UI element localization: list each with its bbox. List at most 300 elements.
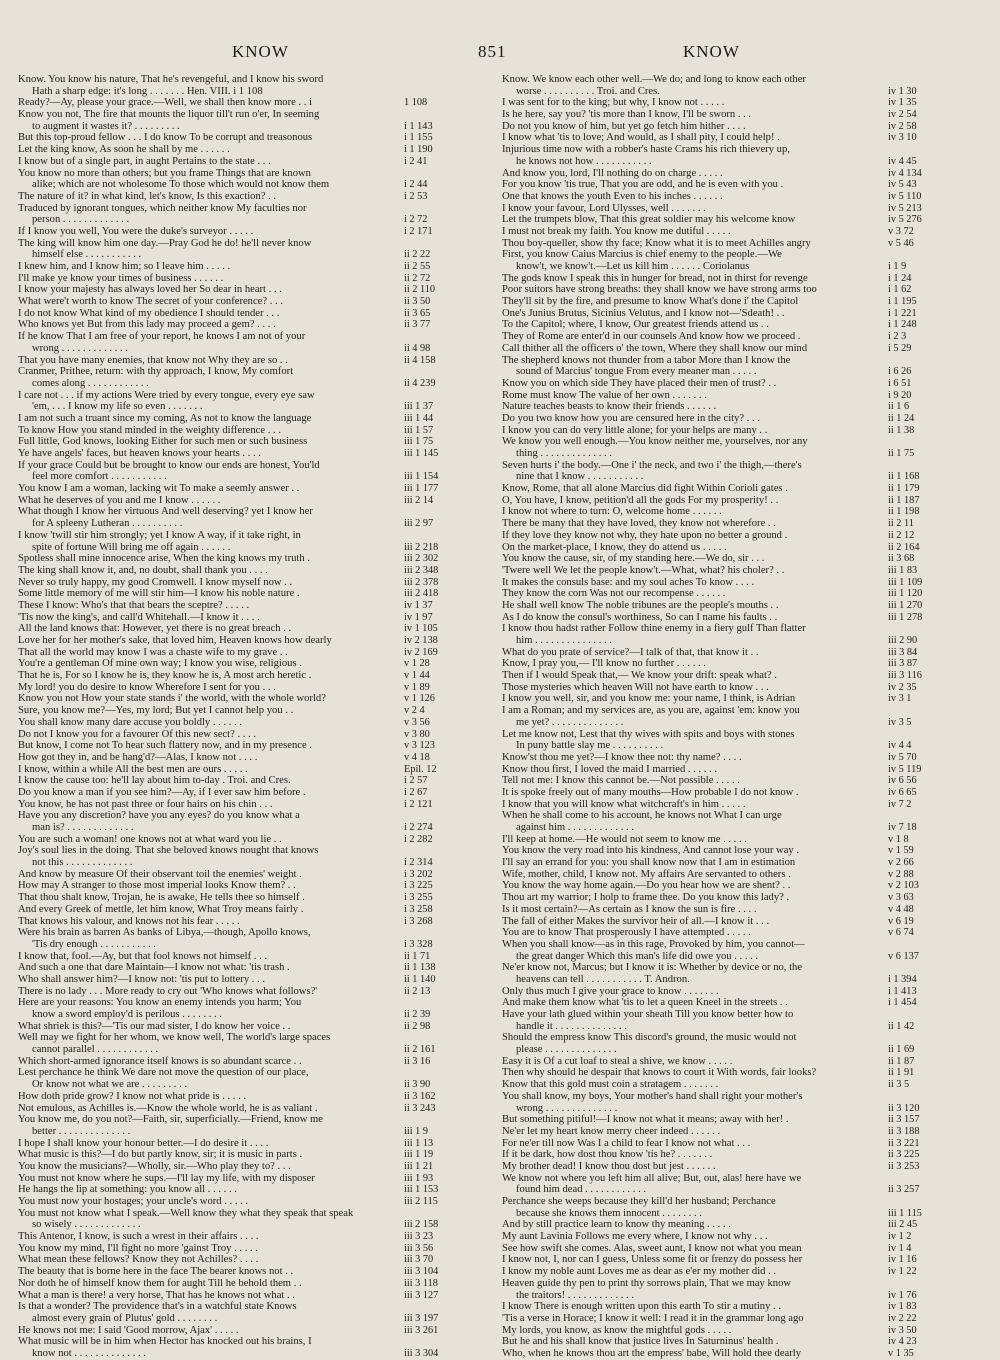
quotation-text: And know by measure Of their observant toil the enemies' weight . (18, 868, 302, 880)
citation-reference: ii 3 50 (404, 296, 480, 308)
concordance-line (18, 1149, 480, 1161)
quotation-text: sound of Marcius' tongue From every meaner man . . . . . (516, 366, 757, 378)
quotation-text: What he deserves of you and me I know . . . . . . (18, 494, 221, 506)
concordance-line (502, 974, 964, 986)
citation-reference: ii 2 22 (404, 249, 480, 261)
quotation-text: The gods know I speak this in hunger for bread, not in thirst for revenge (502, 272, 808, 284)
quotation-text: Easy it is Of a cut loaf to steal a shive, we know . . . . . (502, 1055, 733, 1067)
citation-reference: i 2 3 (888, 331, 964, 343)
quotation-text: handle it . . . . . . . . . . . . . . (516, 1020, 627, 1032)
concordance-line (18, 822, 480, 834)
concordance-line (18, 331, 480, 343)
quotation-text: man is? . . . . . . . . . . . . . (32, 822, 134, 833)
citation-reference: ii 3 243 (404, 1103, 480, 1115)
concordance-line (18, 1056, 480, 1068)
quotation-text: There be many that they have loved, they know not wherefore . . (502, 518, 776, 530)
quotation-text: But this top-proud fellow . . . I do know To be corrupt and treasonous (18, 132, 313, 144)
concordance-line (18, 1290, 480, 1302)
concordance-line (502, 366, 964, 378)
quotation-text: The nature of it? in what kind, let's know, Is this exaction? . . (18, 190, 277, 202)
quotation-text: almost every grain of Plutus' gold . . . . . . . . (32, 1312, 218, 1324)
quotation-text: If they love they know not why, they hate upon no better a ground . (502, 529, 788, 541)
citation-reference: iv 1 76 (888, 1290, 964, 1302)
concordance-line (502, 1173, 964, 1185)
quotation-text: When he shall come to his account, he knows not What I can urge (502, 810, 782, 822)
quotation-text: On the market-place, I know, they do attend us . . . . . (502, 541, 727, 553)
quotation-text: How doth pride grow? I know not what pride is . . . . . (18, 1090, 247, 1102)
concordance-line (18, 553, 480, 565)
concordance-line (18, 1032, 480, 1044)
concordance-line (18, 109, 480, 121)
concordance-line (18, 1138, 480, 1150)
citation-reference: i 2 274 (404, 822, 480, 834)
quotation-text: For ne'er till now Was I a child to fear I know not what . . . (502, 1137, 751, 1149)
concordance-line (18, 588, 480, 600)
concordance-line (18, 974, 480, 986)
concordance-line (502, 214, 964, 226)
citation-reference: iii 1 270 (888, 600, 964, 612)
quotation-text: Know you on which side They have placed their men of trust? . . (502, 377, 777, 389)
quotation-text: That he is, For so I know he is, they know he is, A most arch heretic . (18, 670, 312, 682)
citation-reference: iv 3 5 (888, 717, 964, 729)
quotation-text: I know that you will know what witchcraft's in him . . . . . (502, 798, 746, 810)
concordance-line (502, 799, 964, 811)
citation-reference: 1 108 (404, 97, 480, 109)
concordance-line (502, 471, 964, 483)
concordance-line (18, 179, 480, 191)
concordance-line (18, 623, 480, 635)
concordance-line (18, 1103, 480, 1115)
citation-reference: i 1 394 (888, 974, 964, 986)
concordance-line (502, 1301, 964, 1313)
concordance-line (18, 436, 480, 448)
concordance-line (502, 588, 964, 600)
concordance-line (18, 1336, 480, 1348)
citation-reference: iii 1 115 (888, 1208, 964, 1220)
quotation-text: One that knows the youth Even to his inches . . . . . . (502, 190, 723, 202)
quotation-text: The fall of either Makes the survivor heir of all.—I know it . . . (502, 915, 770, 927)
citation-reference: iii 1 37 (404, 401, 480, 413)
citation-reference: ii 1 187 (888, 495, 964, 507)
concordance-line (18, 986, 480, 998)
quotation-text: know't, we know't.—Let us kill him . . . . . . Coriolanus (516, 261, 750, 272)
quotation-text: Should the empress know This discord's ground, the music would not (502, 1032, 797, 1044)
concordance-line (502, 401, 964, 413)
citation-reference: i 1 248 (888, 319, 964, 331)
citation-reference: iv 5 43 (888, 179, 964, 191)
concordance-line (502, 1266, 964, 1278)
concordance-line (18, 97, 480, 109)
quotation-text: Do you two know how you are censured here in the city? . . . (502, 412, 761, 424)
citation-reference: iv 5 276 (888, 214, 964, 226)
citation-reference: ii 4 98 (404, 343, 480, 355)
quotation-text: The king will know him one day.—Pray God he do! he'll never know (18, 237, 312, 249)
concordance-line (502, 413, 964, 425)
quotation-text: He shall well know The noble tribunes are the people's mouths . . (502, 599, 779, 611)
concordance-line (502, 390, 964, 402)
concordance-line (502, 1290, 964, 1302)
citation-reference: i 1 454 (888, 997, 964, 1009)
quotation-text: I care not . . . if my actions Were tried by every tongue, every eye saw (18, 389, 315, 401)
citation-reference: iii 1 9 (404, 1126, 480, 1138)
citation-reference: iv 1 4 (888, 1243, 964, 1255)
quotation-text: I'll keep at home.—He would not seem to know me . . . . . (502, 833, 747, 845)
concordance-line (502, 1149, 964, 1161)
citation-reference: iv 1 97 (404, 612, 480, 624)
citation-reference: ii 4 158 (404, 355, 480, 367)
quotation-text: Cranmer, Prithee, return: with thy approach, I know, My comfort (18, 366, 294, 378)
citation-reference: iv 4 4 (888, 740, 964, 752)
concordance-line (502, 1278, 964, 1290)
citation-reference: v 4 48 (888, 904, 964, 916)
citation-reference: ii 2 161 (404, 1044, 480, 1056)
concordance-line (502, 693, 964, 705)
concordance-line (18, 366, 480, 378)
concordance-line (18, 1021, 480, 1033)
quotation-text: What mean these fellows? Know they not Achilles? . . . . (18, 1254, 259, 1266)
citation-reference: ii 2 11 (888, 518, 964, 530)
citation-reference: iii 1 44 (404, 413, 480, 425)
quotation-text: Ne'er let my heart know merry cheer indeed . . . . . . (502, 1125, 721, 1137)
quotation-text: My brother dead! I know thou dost but jest . . . . . . (502, 1160, 716, 1172)
concordance-line (502, 1336, 964, 1348)
concordance-line (18, 752, 480, 764)
quotation-text: Have you any discretion? have you any eyes? do you know what a (18, 810, 300, 822)
concordance-line (502, 203, 964, 215)
concordance-line (18, 308, 480, 320)
concordance-line (502, 658, 964, 670)
quotation-text: Is it most certain?—As certain as I know the sun is fire . . . . (502, 903, 757, 915)
concordance-line (502, 1067, 964, 1079)
quotation-text: Do you know a man if you see him?—Ay, if I ever saw him before . (18, 786, 306, 798)
quotation-text: Full little, God knows, looking Either for such men or such business (18, 436, 308, 448)
concordance-line (18, 74, 480, 86)
quotation-text: feel more comfort . . . . . . . . . . . (32, 471, 167, 483)
concordance-line (18, 1301, 480, 1313)
quotation-text: Know you not, The fire that mounts the liquor till't run o'er, In seeming (18, 109, 320, 121)
quotation-text: You know the way home again.—Do you hear how we are shent? . . (502, 880, 791, 892)
concordance-line (18, 284, 480, 296)
quotation-text: Some little memory of me will stir him—I know his noble nature . (18, 588, 300, 600)
concordance-line (502, 296, 964, 308)
concordance-line (502, 179, 964, 191)
citation-reference: i 3 225 (404, 880, 480, 892)
concordance-line (502, 425, 964, 437)
citation-reference: iii 3 197 (404, 1313, 480, 1325)
concordance-line (502, 623, 964, 635)
citation-reference: iv 7 2 (888, 799, 964, 811)
concordance-line (18, 1254, 480, 1266)
quotation-text: They know the corn Was not our recompense . . . . . . (502, 588, 726, 600)
citation-reference: iv 3 1 (888, 693, 964, 705)
quotation-text: Spotless shall mine innocence arise, When the king knows my truth . (18, 553, 310, 565)
citation-reference: iii 3 87 (888, 658, 964, 670)
concordance-line (18, 518, 480, 530)
concordance-line (18, 273, 480, 285)
concordance-line (18, 214, 480, 226)
quotation-text: Ye have angels' faces, but heaven knows your hearts . . . . (18, 448, 261, 459)
quotation-text: I know not where to turn: O, welcome home . . . . . . (502, 506, 722, 518)
quotation-text: If I know you well, You were the duke's surveyor . . . . . (18, 225, 254, 237)
quotation-text: But know, I come not To hear such flattery now, and in my presence . (18, 740, 312, 752)
citation-reference: i 1 155 (404, 132, 480, 144)
quotation-text: Or know not what we are . . . . . . . . . (32, 1079, 188, 1091)
quotation-text: And make them know what 'tis to let a queen Kneel in the streets . . (502, 997, 788, 1009)
citation-reference: iv 1 2 (888, 1231, 964, 1243)
citation-reference: ii 2 12 (888, 530, 964, 542)
quotation-text: What though I know her virtuous And well deserving? yet I know her (18, 506, 313, 518)
quotation-text: You must not know where he sups.—I'll lay my life, with my disposer (18, 1172, 315, 1184)
concordance-line (18, 799, 480, 811)
quotation-text: How may A stranger to those most imperial looks Know them? . . (18, 880, 296, 892)
quotation-text: Lest perchance he think We dare not move the question of our place, (18, 1067, 309, 1079)
concordance-line (18, 904, 480, 916)
quotation-text: That all the world may know I was a chaste wife to my grave . . (18, 646, 288, 658)
concordance-line (18, 1173, 480, 1185)
citation-reference: v 2 4 (404, 705, 480, 717)
quotation-text: My aunt Lavinia Follows me every where, I know not why . . . (502, 1231, 768, 1243)
concordance-line (18, 132, 480, 144)
concordance-line (18, 880, 480, 892)
quotation-text: The shepherd knows not thunder from a tabor More than I know the (502, 354, 791, 366)
citation-reference: ii 3 5 (888, 1079, 964, 1091)
concordance-line (502, 355, 964, 367)
citation-reference: iv 4 45 (888, 156, 964, 168)
citation-reference: v 2 66 (888, 857, 964, 869)
citation-reference: iii 3 127 (404, 1290, 480, 1302)
quotation-text: See how swift she comes. Alas, sweet aunt, I know not what you mean (502, 1242, 802, 1254)
quotation-text: 'Tis a verse in Horace; I know it well: I read it in the grammar long ago (502, 1312, 804, 1324)
quotation-text: As I do know the consul's worthiness, So can I name his faults . . (502, 611, 778, 623)
citation-reference: v 2 103 (888, 880, 964, 892)
quotation-text: I must not break my faith. You know me dutiful . . . . . (502, 225, 731, 237)
concordance-line (18, 1067, 480, 1079)
quotation-text: You know the cause, sir, of my standing here.—We do, sir . . . (502, 553, 765, 565)
concordance-line (502, 740, 964, 752)
quotation-text: thing . . . . . . . . . . . . . . (516, 448, 612, 459)
concordance-line (502, 1126, 964, 1138)
citation-reference: i 1 221 (888, 308, 964, 320)
citation-reference: iv 5 119 (888, 764, 964, 776)
concordance-line (502, 752, 964, 764)
concordance-line (502, 904, 964, 916)
quotation-text: Not emulous, as Achilles is.—Know the whole world, he is as valiant . (18, 1102, 318, 1114)
citation-reference: v 1 126 (404, 693, 480, 705)
quotation-text: I know you can do very little alone; for your helps are many . . (502, 424, 768, 436)
citation-reference: v 3 63 (888, 892, 964, 904)
concordance-line (18, 156, 480, 168)
quotation-text: Do not you know of him, but yet go fetch him hither . . . . (502, 120, 746, 132)
citation-reference: iii 2 348 (404, 565, 480, 577)
concordance-line (502, 1196, 964, 1208)
concordance-line (18, 471, 480, 483)
quotation-text: 'Twere well We let the people know't.—What, what? his choler? . . (502, 564, 785, 576)
citation-reference: ii 1 198 (888, 506, 964, 518)
citation-reference: iv 5 110 (888, 191, 964, 203)
concordance-line (18, 705, 480, 717)
concordance-line (18, 951, 480, 963)
concordance-line (502, 647, 964, 659)
concordance-line (18, 203, 480, 215)
quotation-text: Who knows yet But from this lady may proceed a gem? . . . . (18, 319, 276, 331)
concordance-line (502, 273, 964, 285)
concordance-line (18, 1219, 480, 1231)
quotation-text: Perchance she weeps because they kill'd her husband; Perchance (502, 1196, 776, 1207)
quotation-text: Is that a wonder? The providence that's in a watchful state Knows (18, 1301, 297, 1313)
quotation-text: himself else . . . . . . . . . . . (32, 249, 142, 261)
quotation-text: Injurious time now with a robber's haste Crams his rich thievery up, (502, 144, 790, 156)
quotation-text: Tell not me: I know this cannot be.—Not possible . . . . . (502, 775, 740, 787)
quotation-text: the great danger Which this man's life did owe you . . . . . (516, 950, 759, 962)
quotation-text: I am not such a truant since my coming, As not to know the language (18, 412, 312, 424)
concordance-line (18, 658, 480, 670)
concordance-line (502, 612, 964, 624)
quotation-text: Do not I know you for a favourer Of this new sect? . . . . (18, 728, 257, 740)
citation-reference: iv 2 58 (888, 121, 964, 133)
concordance-line (502, 951, 964, 963)
concordance-line (18, 1325, 480, 1337)
citation-reference: i 1 9 (888, 261, 964, 273)
quotation-text: heavens can tell . . . . . . . . . . . T. Andron. (516, 973, 690, 985)
concordance-line (502, 1243, 964, 1255)
citation-reference: i 2 67 (404, 787, 480, 799)
citation-reference: v 4 18 (404, 752, 480, 764)
running-head-left: KNOW (232, 42, 289, 61)
concordance-line (18, 506, 480, 518)
citation-reference: Epil. 12 (404, 764, 480, 776)
quotation-text: worse . . . . . . . . . . Troi. and Cres. (516, 85, 660, 97)
citation-reference: ii 4 239 (404, 378, 480, 390)
concordance-line (18, 460, 480, 472)
concordance-line (502, 600, 964, 612)
citation-reference: ii 1 140 (404, 974, 480, 986)
citation-reference: iii 3 84 (888, 647, 964, 659)
citation-reference: iv 4 134 (888, 168, 964, 180)
concordance-line (502, 1348, 964, 1360)
quotation-text: Never so truly happy, my good Cromwell. I know myself now . . (18, 576, 293, 588)
quotation-text: You must now your hostages; your uncle's word . . . . . (18, 1196, 249, 1207)
quotation-text: Who, when he knows thou art the empress' babe, Will hold thee dearly (502, 1347, 802, 1359)
concordance-line (18, 834, 480, 846)
quotation-text: Nature teaches beasts to know their friends . . . . . . (502, 401, 717, 413)
citation-reference: ii 3 68 (888, 553, 964, 565)
citation-reference: i 1 143 (404, 121, 480, 133)
citation-reference: iii 1 21 (404, 1161, 480, 1173)
citation-reference: iii 3 23 (404, 1231, 480, 1243)
concordance-line (18, 319, 480, 331)
citation-reference: i 2 41 (404, 156, 480, 168)
concordance-line (502, 845, 964, 857)
citation-reference: ii 3 257 (888, 1184, 964, 1196)
quotation-text: I knew him, and I know him; so I leave him . . . . . (18, 261, 231, 272)
quotation-text: There is no lady . . . More ready to cry out 'Who knows what follows?' (18, 985, 318, 997)
quotation-text: alike; which are not wholesome To those which would not know them (32, 179, 330, 191)
quotation-text: It makes the consuls base: and my soul aches To know . . . . (502, 576, 755, 588)
citation-reference: iii 1 109 (888, 577, 964, 589)
quotation-text: I know not, I, nor can I guess, Unless some fit or frenzy do possess her (502, 1254, 803, 1266)
citation-reference: ii 3 225 (888, 1149, 964, 1161)
citation-reference: iii 2 302 (404, 553, 480, 565)
citation-reference: i 2 171 (404, 226, 480, 238)
concordance-line (502, 97, 964, 109)
citation-reference: v 5 46 (888, 238, 964, 250)
citation-reference: iii 2 90 (888, 635, 964, 647)
quotation-text: I know your favour, Lord Ulysses, well . . . . . . . (502, 202, 706, 214)
quotation-text: First, you know Caius Marcius is chief enemy to the people.—We (502, 249, 782, 261)
quotation-text: But he and his shall know that justice lives In Saturninus' health . (502, 1336, 779, 1348)
quotation-text: Were his brain as barren As banks of Libya,—though, Apollo knows, (18, 927, 311, 939)
quotation-text: Know'st thou me yet?—I know thee not: thy name? . . . . (502, 751, 742, 763)
quotation-text: That thou shalt know, Trojan, he is awake, He tells thee so himself . (18, 892, 305, 904)
concordance-line (18, 1091, 480, 1103)
quotation-text: You must not know what I speak.—Well know they what they speak that speak (18, 1207, 354, 1219)
concordance-line (502, 460, 964, 472)
concordance-line (18, 927, 480, 939)
quotation-text: I was sent for to the king; but why, I know not . . . . . (502, 97, 725, 109)
concordance-line (502, 436, 964, 448)
quotation-text: If it be dark, how dost thou know 'tis he? . . . . . . . (502, 1149, 713, 1161)
concordance-line (18, 1009, 480, 1021)
quotation-text: wrong . . . . . . . . . . . . . . (516, 1102, 618, 1114)
quotation-text: Call thither all the officers o' the town, Where they shall know our mind (502, 342, 808, 354)
concordance-line (18, 542, 480, 554)
citation-reference: iii 1 153 (404, 1184, 480, 1196)
concordance-line (502, 986, 964, 998)
concordance-line (18, 997, 480, 1009)
quotation-text: 'Tis now the king's, and call'd Whitehall.—I know it . . . . (18, 611, 260, 623)
citation-reference: i 2 44 (404, 179, 480, 191)
concordance-line (18, 401, 480, 413)
concordance-line (502, 74, 964, 86)
quotation-text: These I know: Who's that that bears the sceptre? . . . . . (18, 599, 250, 611)
quotation-text: Love her for her mother's sake, that loved him, Heaven knows how dearly (18, 635, 332, 646)
quotation-text: If he know That I am free of your report, he knows I am not of your (18, 331, 306, 343)
concordance-line (502, 764, 964, 776)
quotation-text: Hath a sharp edge: it's long . . . . . . . Hen. VIII. i 1 108 (32, 85, 263, 97)
citation-reference: i 3 255 (404, 892, 480, 904)
concordance-line (502, 705, 964, 717)
citation-reference: ii 1 24 (888, 413, 964, 425)
concordance-line (502, 857, 964, 869)
citation-reference: v 3 72 (888, 226, 964, 238)
quotation-text: Ne'er know not, Marcus; but I know it is: Whether by device or no, the (502, 962, 803, 974)
quotation-text: What a man is there! a very horse, That has he knows not what . . (18, 1289, 295, 1301)
citation-reference: ii 1 42 (888, 1021, 964, 1033)
concordance-line (18, 448, 480, 460)
citation-reference: iv 2 35 (888, 682, 964, 694)
quotation-text: And every Greek of mettle, let him know, What Troy means fairly . (18, 903, 304, 915)
quotation-text: I know you well, sir, and you know me: your name, I think, is Adrian (502, 693, 796, 705)
citation-reference: iii 2 97 (404, 518, 480, 530)
concordance-line (502, 483, 964, 495)
quotation-text: to augment it wastes it? . . . . . . . . . (32, 120, 180, 132)
citation-reference: iii 1 93 (404, 1173, 480, 1185)
quotation-text: My lord! you do desire to know Wherefore I sent for you . . . (18, 681, 276, 693)
quotation-text: Wife, mother, child, I know not. My affairs Are servanted to others . (502, 868, 791, 880)
concordance-line (18, 1196, 480, 1208)
quotation-text: I know that, fool.—Ay, but that fool knows not himself . . . (18, 950, 268, 962)
citation-reference: iv 6 56 (888, 775, 964, 787)
concordance-line (18, 249, 480, 261)
quotation-text: We know you well enough.—You know neither me, yourselves, nor any (502, 436, 808, 448)
quotation-text: Know. You know his nature, That he's revengeful, and I know his sword (18, 74, 324, 85)
concordance-line (502, 775, 964, 787)
quotation-text: Then why should he despair that knows to court it With words, fair looks? (502, 1067, 817, 1079)
quotation-text: Let the king know, As soon he shall by me . . . . . . (18, 144, 230, 156)
concordance-line (18, 740, 480, 752)
quotation-text: I know 'twill stir him strongly; yet I know A way, if it take right, in (18, 529, 301, 541)
citation-reference: i 2 57 (404, 775, 480, 787)
